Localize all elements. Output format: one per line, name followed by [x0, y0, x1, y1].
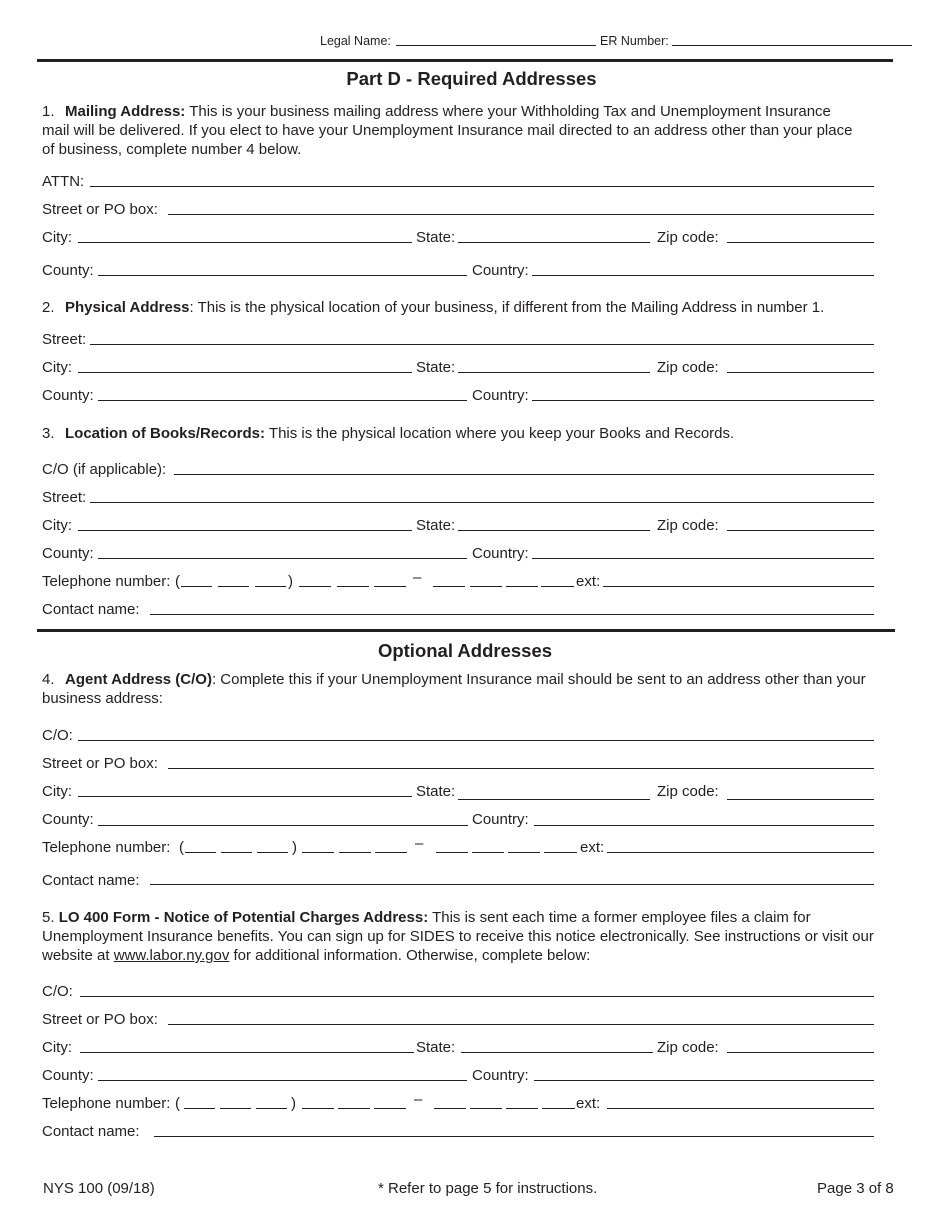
lo400-state-label: State: — [416, 1039, 456, 1056]
agent-co-label: C/O: — [42, 727, 73, 744]
legal-name-field[interactable] — [396, 45, 596, 46]
lo400-co-label: C/O: — [42, 983, 73, 1000]
agent-county-label: County: — [42, 811, 94, 828]
agent-country-field[interactable] — [534, 825, 874, 826]
item-4-description — [42, 670, 882, 708]
mailing-street-field[interactable] — [168, 214, 874, 215]
physical-county-label: County: — [42, 387, 94, 404]
lo400-line-digit-2[interactable] — [470, 1108, 502, 1109]
books-area-code-digit-1[interactable] — [181, 586, 212, 587]
books-area-code-digit-2[interactable] — [218, 586, 249, 587]
books-city-field[interactable] — [78, 530, 412, 531]
page-number: Page 3 of 8 — [817, 1180, 894, 1197]
physical-county-field[interactable] — [98, 400, 467, 401]
lo400-county-field[interactable] — [98, 1080, 467, 1081]
books-line-digit-2[interactable] — [470, 586, 502, 587]
agent-city-label: City: — [42, 783, 72, 800]
books-county-label: County: — [42, 545, 94, 562]
mailing-state-label: State: — [416, 229, 456, 246]
item-1-text: This is your business mailing address where your Withholding Tax and Unemployment Insurance mail will be delivered. If you elect to have your Unemployment Insurance mail directed to an address other than your place of business, complete number 4 below. — [42, 103, 853, 158]
item-1-description — [42, 102, 862, 159]
lo400-phone-paren-close: ) — [291, 1095, 296, 1112]
mailing-county-label: County: — [42, 262, 94, 279]
attn-field[interactable] — [90, 186, 874, 187]
lo400-line-digit-1[interactable] — [434, 1108, 466, 1109]
agent-county-field[interactable] — [98, 825, 468, 826]
item-3-description — [42, 424, 902, 443]
legal-name-label: Legal Name: — [320, 34, 391, 48]
agent-ext-label: ext: — [580, 839, 605, 856]
books-line-digit-1[interactable] — [433, 586, 465, 587]
books-county-field[interactable] — [98, 558, 467, 559]
agent-state-label: State: — [416, 783, 456, 800]
agent-ext-field[interactable] — [607, 852, 874, 853]
books-area-code-digit-3[interactable] — [255, 586, 286, 587]
agent-area-code-digit-3[interactable] — [257, 852, 288, 853]
books-co-field[interactable] — [174, 474, 874, 475]
physical-city-field[interactable] — [78, 372, 412, 373]
lo400-city-field[interactable] — [80, 1052, 414, 1053]
mailing-city-field[interactable] — [78, 242, 412, 243]
lo400-county-label: County: — [42, 1067, 94, 1084]
agent-contact-label: Contact name: — [42, 872, 140, 889]
item-2-heading: Physical Address — [65, 299, 190, 316]
lo400-contact-label: Contact name: — [42, 1123, 140, 1140]
mailing-zip-field[interactable] — [727, 242, 874, 243]
lo400-prefix-digit-3[interactable] — [374, 1108, 406, 1109]
lo400-area-code-digit-3[interactable] — [256, 1108, 287, 1109]
lo400-prefix-digit-2[interactable] — [338, 1108, 370, 1109]
item-2-number: 2. — [42, 299, 55, 316]
item-5-text-2: for additional information. Otherwise, complete below: — [229, 947, 591, 964]
books-line-digit-4[interactable] — [541, 586, 574, 587]
lo400-phone-paren-open: ( — [175, 1095, 180, 1112]
books-state-field[interactable] — [458, 530, 650, 531]
physical-zip-field[interactable] — [727, 372, 874, 373]
item-5-text-1: This is sent each time a former employee files a claim for Unemployment Insurance benefits. You can sign up for SIDES to receive this notice electronically. See instructions or visit our website at — [42, 909, 874, 964]
lo400-co-field[interactable] — [80, 996, 874, 997]
agent-zip-label: Zip code: — [657, 783, 719, 800]
item-5-description — [42, 908, 892, 965]
mailing-city-label: City: — [42, 229, 72, 246]
lo400-ext-field[interactable] — [607, 1108, 874, 1109]
books-zip-label: Zip code: — [657, 517, 719, 534]
books-line-digit-3[interactable] — [506, 586, 538, 587]
physical-country-label: Country: — [472, 387, 529, 404]
item-5-number: 5. — [42, 909, 55, 926]
lo400-area-code-digit-1[interactable] — [184, 1108, 215, 1109]
mailing-country-label: Country: — [472, 262, 529, 279]
item-2-description — [42, 298, 902, 317]
books-contact-field[interactable] — [150, 614, 874, 615]
lo400-area-code-digit-2[interactable] — [220, 1108, 251, 1109]
form-id: NYS 100 (09/18) — [43, 1180, 155, 1197]
books-prefix-digit-2[interactable] — [337, 586, 369, 587]
agent-telephone-label: Telephone number: — [42, 839, 171, 856]
books-phone-paren-close: ) — [288, 573, 293, 590]
books-street-label: Street: — [42, 489, 87, 506]
physical-state-field[interactable] — [458, 372, 650, 373]
books-co-label: C/O (if applicable): — [42, 461, 167, 478]
section-rule — [37, 629, 895, 632]
item-1-heading: Mailing Address: — [65, 103, 186, 120]
books-prefix-digit-3[interactable] — [374, 586, 406, 587]
books-prefix-digit-1[interactable] — [299, 586, 331, 587]
item-4-heading: Agent Address (C/O) — [65, 671, 212, 688]
agent-street-label: Street or PO box: — [42, 755, 158, 772]
books-ext-field[interactable] — [603, 586, 874, 587]
lo400-contact-field[interactable] — [154, 1136, 874, 1137]
agent-line-digit-1[interactable] — [436, 852, 468, 853]
item-4-text: : Complete this if your Unemployment Insurance mail should be sent to an address other than your business address: — [42, 671, 866, 707]
lo400-city-label: City: — [42, 1039, 72, 1056]
physical-country-field[interactable] — [532, 400, 874, 401]
lo400-line-digit-4[interactable] — [542, 1108, 575, 1109]
er-number-field[interactable] — [672, 45, 912, 46]
books-ext-label: ext: — [576, 573, 601, 590]
physical-state-label: State: — [416, 359, 456, 376]
lo400-zip-label: Zip code: — [657, 1039, 719, 1056]
agent-area-code-digit-2[interactable] — [221, 852, 252, 853]
er-number-label: ER Number: — [600, 34, 669, 48]
item-5-heading: LO 400 Form - Notice of Potential Charges Address: — [58, 909, 429, 926]
agent-city-field[interactable] — [78, 796, 412, 797]
books-country-field[interactable] — [532, 558, 874, 559]
lo400-state-field[interactable] — [461, 1052, 653, 1053]
part-d-title: Part D - Required Addresses — [346, 68, 597, 89]
footer-note: * Refer to page 5 for instructions. — [378, 1180, 598, 1197]
physical-city-label: City: — [42, 359, 72, 376]
mailing-state-field[interactable] — [458, 242, 650, 243]
lo400-ext-label: ext: — [576, 1095, 601, 1112]
agent-prefix-digit-2[interactable] — [339, 852, 371, 853]
lo400-zip-field[interactable] — [727, 1052, 874, 1053]
mailing-country-field[interactable] — [532, 275, 874, 276]
item-3-heading: Location of Books/Records: — [65, 425, 266, 442]
agent-state-field[interactable] — [458, 799, 650, 800]
lo400-telephone-label: Telephone number: — [42, 1095, 171, 1112]
physical-street-field[interactable] — [90, 344, 874, 345]
physical-street-label: Street: — [42, 331, 87, 348]
agent-street-field[interactable] — [168, 768, 874, 769]
lo400-country-label: Country: — [472, 1067, 529, 1084]
physical-zip-label: Zip code: — [657, 359, 719, 376]
agent-phone-dash: – — [415, 835, 424, 852]
item-3-number: 3. — [42, 425, 55, 442]
agent-prefix-digit-3[interactable] — [375, 852, 407, 853]
agent-zip-field[interactable] — [727, 799, 874, 800]
labor-website-link[interactable]: www.labor.ny.gov — [113, 947, 230, 964]
agent-area-code-digit-1[interactable] — [185, 852, 216, 853]
lo400-line-digit-3[interactable] — [506, 1108, 538, 1109]
attn-label: ATTN: — [42, 173, 85, 190]
header-rule — [37, 59, 893, 62]
agent-contact-field[interactable] — [150, 884, 874, 885]
item-3-text: This is the physical location where you keep your Books and Records. — [265, 425, 735, 442]
books-phone-dash: – — [413, 569, 422, 586]
item-2-text: : This is the physical location of your business, if different from the Mailing Address in number 1. — [189, 299, 825, 316]
agent-country-label: Country: — [472, 811, 529, 828]
mailing-street-label: Street or PO box: — [42, 201, 158, 218]
agent-line-digit-4[interactable] — [544, 852, 577, 853]
mailing-county-field[interactable] — [98, 275, 467, 276]
books-telephone-label: Telephone number: — [42, 573, 171, 590]
lo400-country-field[interactable] — [534, 1080, 874, 1081]
lo400-street-label: Street or PO box: — [42, 1011, 158, 1028]
item-4-number: 4. — [42, 671, 55, 688]
agent-line-digit-3[interactable] — [508, 852, 540, 853]
agent-co-field[interactable] — [78, 740, 874, 741]
lo400-prefix-digit-1[interactable] — [302, 1108, 334, 1109]
books-country-label: Country: — [472, 545, 529, 562]
agent-phone-paren-open: ( — [179, 839, 184, 856]
agent-phone-paren-close: ) — [292, 839, 297, 856]
books-contact-label: Contact name: — [42, 601, 140, 618]
books-state-label: State: — [416, 517, 456, 534]
lo400-street-field[interactable] — [168, 1024, 874, 1025]
mailing-zip-label: Zip code: — [657, 229, 719, 246]
agent-prefix-digit-1[interactable] — [302, 852, 334, 853]
books-city-label: City: — [42, 517, 72, 534]
agent-line-digit-2[interactable] — [472, 852, 504, 853]
books-street-field[interactable] — [90, 502, 874, 503]
optional-title: Optional Addresses — [377, 640, 553, 661]
item-1-number: 1. — [42, 103, 55, 120]
books-phone-paren-open: ( — [175, 573, 180, 590]
lo400-phone-dash: – — [414, 1091, 423, 1108]
books-zip-field[interactable] — [727, 530, 874, 531]
